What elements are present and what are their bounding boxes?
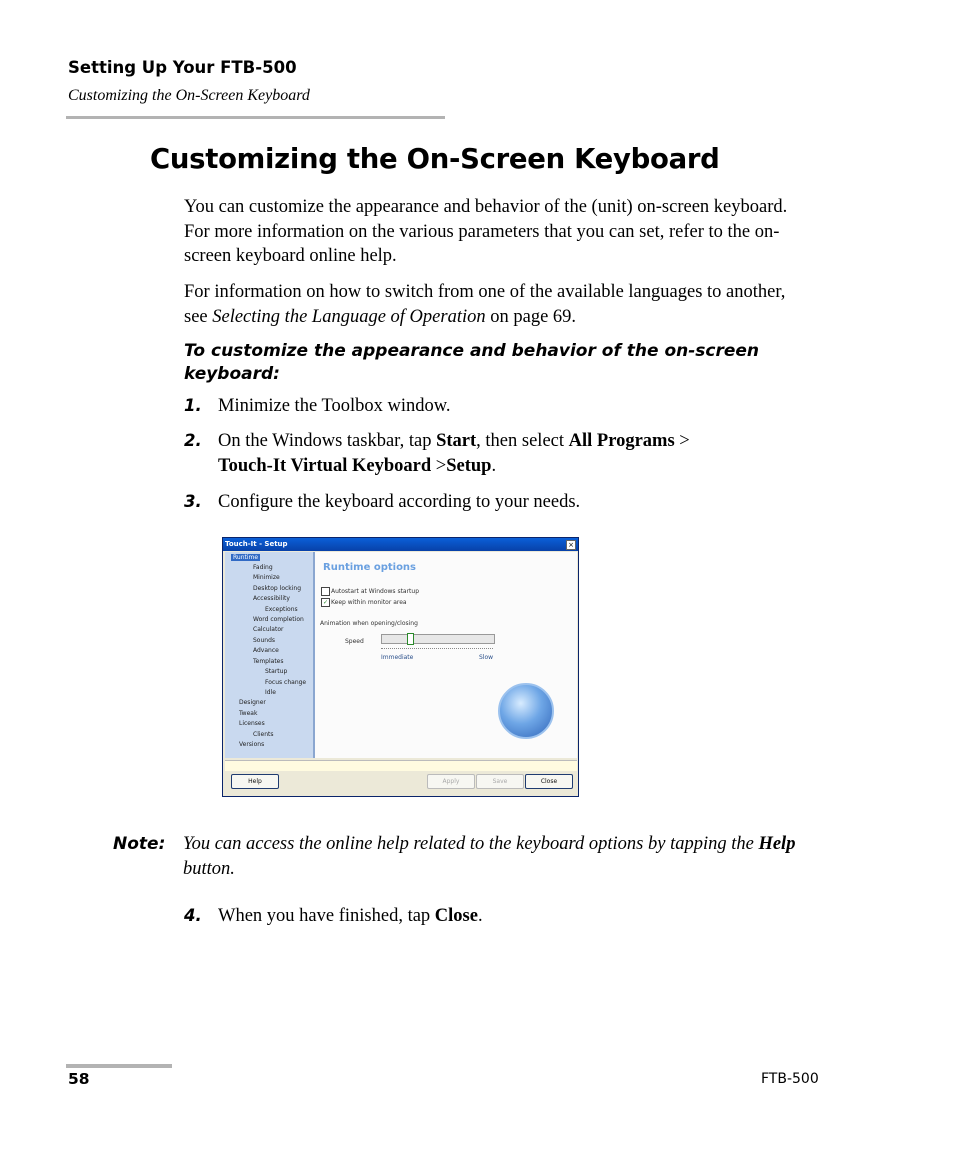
- tree-item: Versions: [239, 741, 265, 748]
- page-number: 58: [68, 1070, 90, 1088]
- step-number: 2.: [184, 431, 202, 450]
- slider-ticks: [381, 648, 493, 651]
- tree-item: Desktop locking: [253, 585, 302, 592]
- tree-item: Startup: [265, 668, 288, 675]
- tree-item: Word completion: [253, 616, 304, 623]
- product-name: FTB-500: [761, 1071, 819, 1087]
- tree-item: Minimize: [253, 574, 280, 581]
- tree-item: Advance: [253, 647, 279, 654]
- logo-orb-icon: [498, 683, 554, 739]
- speed-slider-track: [381, 634, 495, 644]
- close-button: Close: [525, 774, 573, 789]
- note-label: Note:: [113, 834, 166, 854]
- tree-item: Runtime: [233, 554, 259, 561]
- help-button: Help: [231, 774, 279, 789]
- intro-paragraph-1: You can customize the appearance and behavior of the (unit) on-screen keyboard. For more information on the various parameters that you can set, refer to the on-screen keyboard online help.: [184, 197, 788, 266]
- status-bar: [225, 760, 577, 771]
- procedure-title: To customize the appearance and behavior of the on-screen keyboard:: [184, 341, 760, 384]
- tree-item: Clients: [253, 731, 274, 738]
- tree-item: Fading: [253, 564, 273, 571]
- autostart-checkbox: [321, 587, 330, 596]
- tree-item: Exceptions: [265, 606, 298, 613]
- dialog-close-icon: ×: [566, 540, 576, 550]
- step-2: [184, 429, 804, 478]
- tree-item: Licenses: [239, 720, 265, 727]
- note-text: You can access the online help related to the keyboard options by tapping the Help button.: [183, 834, 796, 879]
- tree-item: Idle: [265, 689, 276, 696]
- options-pane: [315, 552, 577, 758]
- setup-dialog-screenshot: [222, 537, 579, 797]
- animation-label: Animation when opening/closing: [320, 620, 418, 627]
- step-text: When you have finished, tap Close.: [218, 906, 483, 926]
- step-3: [184, 490, 804, 515]
- settings-tree: [225, 552, 315, 758]
- cross-reference-link[interactable]: Selecting the Language of Operation: [212, 306, 486, 327]
- tree-item: Tweak: [239, 710, 258, 717]
- speed-label: Speed: [345, 638, 364, 645]
- note: [113, 832, 813, 881]
- tree-item: Focus change: [265, 679, 307, 686]
- tree-item: Templates: [253, 658, 284, 665]
- step-text: Configure the keyboard according to your needs.: [218, 492, 581, 512]
- tree-item: Accessibility: [253, 595, 290, 602]
- keep-within-label: Keep within monitor area: [331, 599, 407, 606]
- step-number: 3.: [184, 492, 202, 511]
- running-header-subtitle: Customizing the On-Screen Keyboard: [68, 87, 310, 104]
- page-title: Customizing the On-Screen Keyboard: [150, 143, 720, 175]
- save-button: Save: [476, 774, 524, 789]
- slow-label: Slow: [479, 654, 494, 661]
- tree-item: Designer: [239, 699, 266, 706]
- running-header-title: Setting Up Your FTB-500: [68, 58, 297, 77]
- apply-button: Apply: [427, 774, 475, 789]
- step-1: [184, 394, 804, 419]
- step-number: 1.: [184, 396, 202, 415]
- autostart-label: Autostart at Windows startup: [331, 588, 420, 595]
- intro-paragraph-2: For information on how to switch from one of the available languages to another, see Selecting the Language of Operation on page 69.: [184, 282, 786, 327]
- immediate-label: Immediate: [381, 654, 414, 661]
- pane-title: Runtime options: [323, 562, 417, 573]
- header-rule: [66, 116, 445, 119]
- tree-item: Sounds: [253, 637, 276, 644]
- footer-rule: [66, 1064, 172, 1068]
- step-text: On the Windows taskbar, tap Start, then select All Programs > Touch-It Virtual Keyboard >Setup.: [218, 431, 690, 476]
- tree-item: Calculator: [253, 626, 284, 633]
- step-number: 4.: [184, 906, 202, 925]
- step-text: Minimize the Toolbox window.: [218, 396, 451, 416]
- keep-within-checkbox: ✓: [322, 599, 329, 606]
- dialog-title-bar: Touch-It - Setup: [223, 538, 578, 551]
- speed-slider-thumb: [407, 633, 414, 645]
- step-4: [184, 904, 804, 929]
